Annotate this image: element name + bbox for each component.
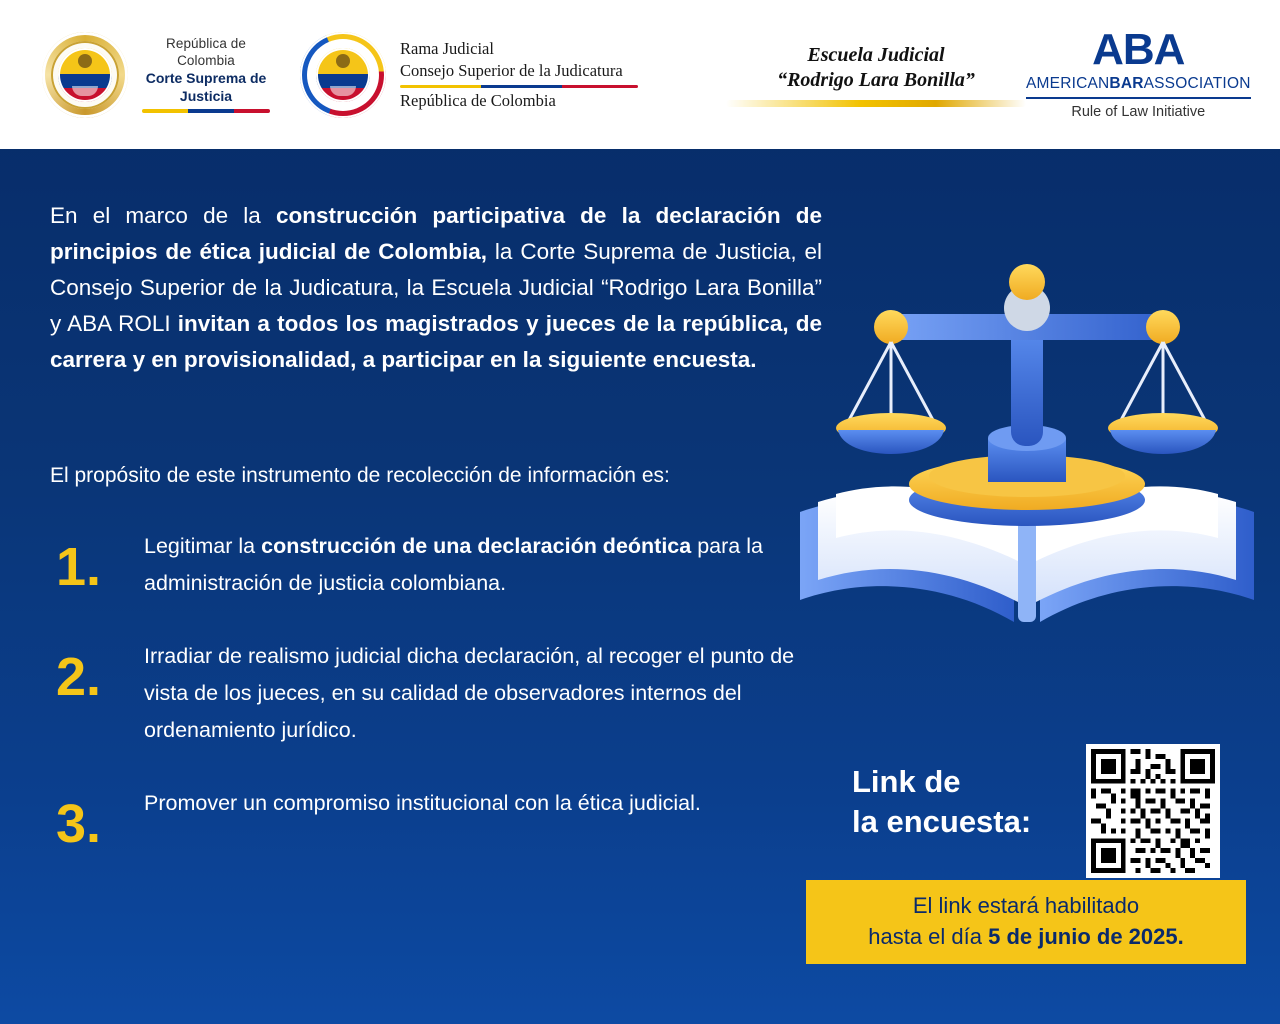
list-item-text-bold: construcción de una declaración deóntica [261,534,692,558]
list-item [56,528,816,602]
escuela-line1: Escuela Judicial [807,43,945,66]
list-item-text [144,785,701,822]
logo-rama-judicial [300,32,638,118]
rama-line3: República de Colombia [400,91,556,111]
aba-wordmark [1092,25,1185,75]
logo-corte-suprema [42,32,270,118]
logo-rama-text [400,38,638,112]
rama-line1: Rama Judicial [400,38,494,58]
list-item-text-c: para la administración de justicia colombiana. [144,534,763,595]
intro-part-2-bold: construcción participativa de la declaración de principios de ética judicial de Colombia, [50,203,823,264]
list-item-text-a: Promover un compromiso institucional con la ética judicial. [144,791,701,815]
scales-of-justice-illustration [792,262,1262,692]
qr-code[interactable] [1086,744,1220,878]
deadline-line1: El link estará habilitado [912,893,1140,918]
divider [1026,97,1251,99]
colombia-coat-of-arms-icon [42,32,128,118]
aba-full-name [1026,75,1251,93]
intro-part-1: En el marco de la [50,203,276,228]
list-item-text-a: Irradiar de realismo judicial dicha declaración, al recoger el punto de vista de los jueces, en su calidad de observadores internos del ordenamiento jurídico. [144,644,795,742]
escuela-line2: “Rodrigo Lara Bonilla” [777,68,975,91]
list-item-text [144,528,804,602]
aba-name-bold: BAR [1109,74,1144,92]
corte-line2: Corte Suprema de Justicia [145,70,267,104]
survey-link-label-line1: Link de [852,764,961,799]
tricolor-rule [400,85,638,88]
aba-subtitle: Rule of Law Initiative [1071,103,1206,120]
logo-escuela-judicial [726,43,1026,107]
intro-part-4-bold: invitan a todos los magistrados y jueces de la república, de carrera y en provisionalidad, a participar en la siguiente encuesta. [50,311,822,372]
list-item-number: 3. [56,794,102,854]
deadline-banner [806,880,1246,964]
survey-link-label-line2: la encuesta: [852,804,1032,839]
header-logo-bar [0,0,1280,149]
logo-aba-roli [1026,25,1251,120]
logo-corte-text [142,36,270,114]
survey-link-label [852,762,1031,842]
intro-paragraph [50,198,822,378]
corte-line1: República de Colombia [165,35,246,68]
list-item-text [144,638,804,749]
aba-name-prefix: AMERICAN [1026,74,1110,92]
rama-line2: Consejo Superior de la Judicatura [400,60,623,80]
list-item-text-a: Legitimar la [144,534,262,558]
list-item [56,785,816,854]
gold-rule [726,100,1026,107]
aba-mark-text: ABA [1092,25,1185,75]
list-item [56,638,816,749]
rama-judicial-seal-icon [300,32,386,118]
deadline-line2 [818,921,1234,952]
purpose-statement: El propósito de este instrumento de recolección de información es: [50,464,670,487]
tricolor-rule [142,109,270,113]
list-item-number: 1. [56,537,102,597]
list-item-number: 2. [56,647,102,707]
intro-part-3: la Corte Suprema de Justicia, el Consejo Superior de la Judicatura, la Escuela Judicial “Rodrigo Lara Bonilla” y ABA ROLI [50,239,823,336]
objectives-list [56,528,816,887]
deadline-date: 5 de junio de 2025. [988,924,1184,949]
aba-name-suffix: ASSOCIATION [1143,74,1251,92]
deadline-line2-a: hasta el día [868,924,989,949]
